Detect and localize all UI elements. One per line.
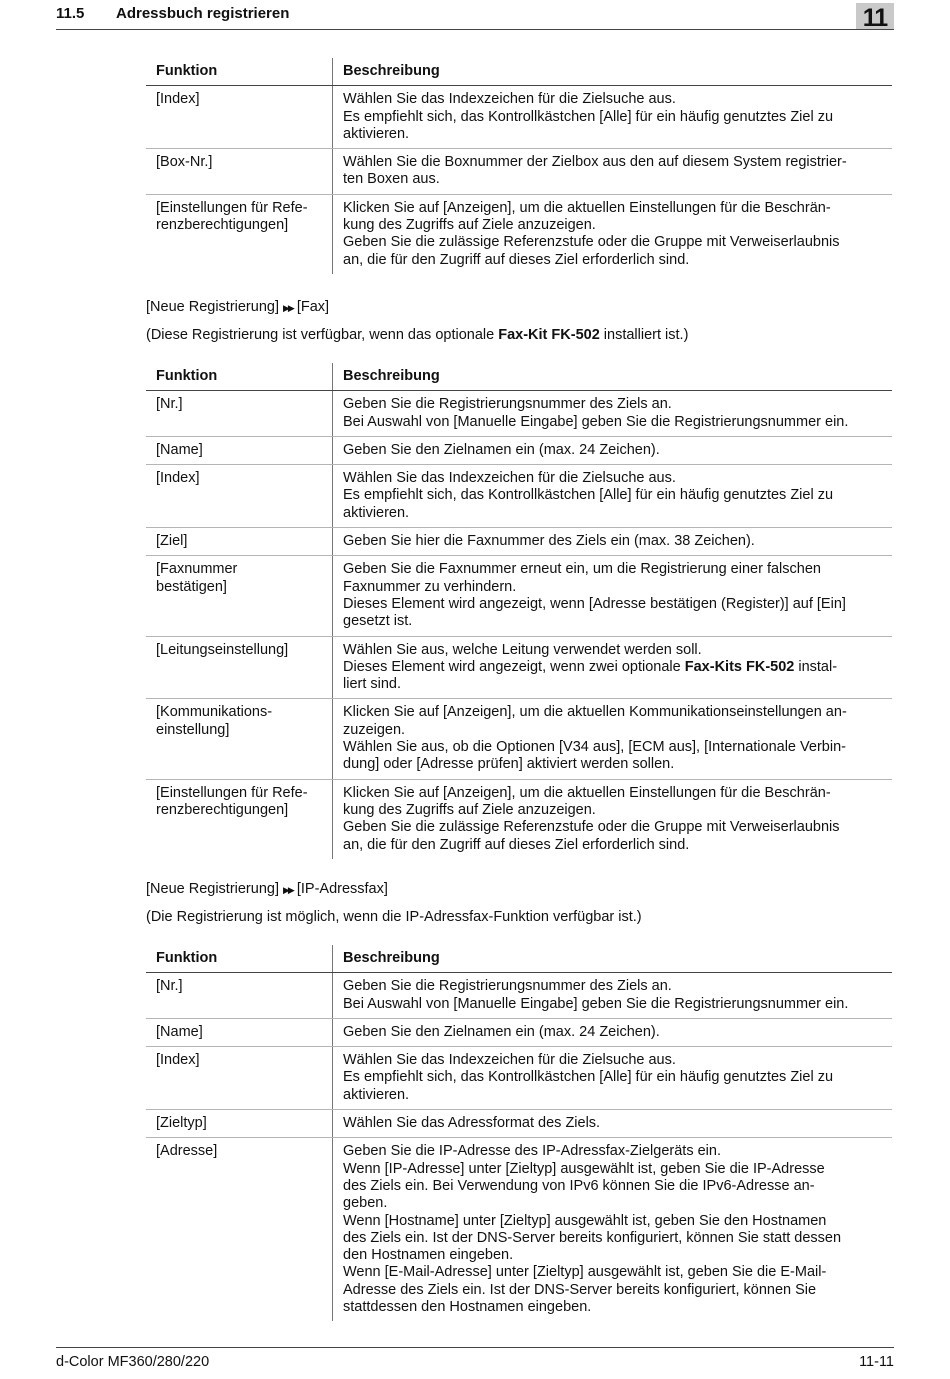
section-number: 11.5 xyxy=(56,5,85,22)
description-cell xyxy=(333,1110,893,1138)
table-row xyxy=(146,699,892,779)
function-cell xyxy=(146,1110,333,1138)
table-header-row xyxy=(146,58,892,86)
description-text: Wählen Sie aus, welche Leitung verwendet werden soll. xyxy=(343,641,702,658)
ip-fax-note: (Die Registrierung ist möglich, wenn die IP-Adressfax-Funktion verfügbar ist.) xyxy=(146,909,642,925)
function-cell xyxy=(146,636,333,699)
description-text: an, die für den Zugriff auf dieses Ziel erforderlich sind. xyxy=(343,251,690,268)
column-header-description: Beschreibung xyxy=(333,945,893,973)
table-row xyxy=(146,149,892,195)
function-cell xyxy=(146,1138,333,1321)
description-cell xyxy=(333,436,893,464)
column-header-function: Funktion xyxy=(146,58,333,86)
column-header-description: Beschreibung xyxy=(333,58,893,86)
description-cell xyxy=(333,1047,893,1110)
function-text: [Name] xyxy=(156,441,203,458)
table-row xyxy=(146,528,892,556)
chapter-badge: 11 xyxy=(856,3,894,29)
description-text: Wenn [E-Mail-Adresse] unter [Zieltyp] ausgewählt ist, geben Sie die E-Mail- xyxy=(343,1264,827,1281)
table-row xyxy=(146,973,892,1019)
description-text: Klicken Sie auf [Anzeigen], um die aktuellen Einstellungen für die Beschrän- xyxy=(343,784,831,801)
description-text: Geben Sie hier die Faxnummer des Ziels ein (max. 38 Zeichen). xyxy=(343,533,755,550)
function-text: [Index] xyxy=(156,1052,200,1069)
description-cell xyxy=(333,556,893,636)
table-row xyxy=(146,86,892,149)
description-text: Es empfiehlt sich, das Kontrollkästchen [Alle] für ein häufig genutztes Ziel zu xyxy=(343,1069,834,1086)
function-cell xyxy=(146,779,333,859)
description-text: aktivieren. xyxy=(343,125,410,142)
function-cell xyxy=(146,86,333,149)
description-text: Bei Auswahl von [Manuelle Eingabe] geben Sie die Registrierungsnummer ein. xyxy=(343,995,849,1012)
function-text: bestätigen] xyxy=(156,578,227,595)
description-cell xyxy=(333,699,893,779)
function-table-general xyxy=(146,58,892,274)
description-text: ten Boxen aus. xyxy=(343,171,440,188)
section-title: Adressbuch registrieren xyxy=(116,5,290,22)
description-text: Geben Sie die IP-Adresse des IP-Adressfax-Zielgeräts ein. xyxy=(343,1143,721,1160)
function-table-ip-fax xyxy=(146,945,892,1321)
function-text: [Box-Nr.] xyxy=(156,154,213,171)
description-text: Wählen Sie das Indexzeichen für die Zielsuche aus. xyxy=(343,470,676,487)
description-cell xyxy=(333,528,893,556)
function-cell xyxy=(146,699,333,779)
description-text: an, die für den Zugriff auf dieses Ziel erforderlich sind. xyxy=(343,836,690,853)
description-text: Klicken Sie auf [Anzeigen], um die aktuellen Einstellungen für die Beschrän- xyxy=(343,199,831,216)
function-cell xyxy=(146,194,333,274)
function-cell xyxy=(146,973,333,1019)
function-text: [Adresse] xyxy=(156,1143,218,1160)
table-header-row xyxy=(146,945,892,973)
description-text: des Ziels ein. Ist der DNS-Server bereits konfiguriert, können Sie statt dessen xyxy=(343,1229,842,1246)
description-text: Wählen Sie das Indexzeichen für die Zielsuche aus. xyxy=(343,91,676,108)
table-row xyxy=(146,465,892,528)
description-text: Wählen Sie das Indexzeichen für die Zielsuche aus. xyxy=(343,1052,676,1069)
function-text: [Einstellungen für Refe- xyxy=(156,784,308,801)
description-text: Geben Sie die Registrierungsnummer des Ziels an. xyxy=(343,978,672,995)
description-cell xyxy=(333,973,893,1019)
function-text: [Index] xyxy=(156,91,200,108)
table-row xyxy=(146,1018,892,1046)
description-text: Wählen Sie aus, ob die Optionen [V34 aus], [ECM aus], [Internationale Verbin- xyxy=(343,739,846,756)
table-row xyxy=(146,436,892,464)
function-cell xyxy=(146,1047,333,1110)
function-text: renzberechtigungen] xyxy=(156,801,289,818)
function-text: [Nr.] xyxy=(156,396,183,413)
description-cell xyxy=(333,779,893,859)
description-text: Klicken Sie auf [Anzeigen], um die aktuellen Kommunikationseinstellungen an- xyxy=(343,704,847,721)
description-text: Geben Sie die Registrierungsnummer des Ziels an. xyxy=(343,396,672,413)
function-text: [Nr.] xyxy=(156,978,183,995)
table-row xyxy=(146,1110,892,1138)
description-text: kung des Zugriffs auf Ziele anzuzeigen. xyxy=(343,217,596,234)
function-cell xyxy=(146,528,333,556)
function-text: [Ziel] xyxy=(156,533,188,550)
description-cell xyxy=(333,194,893,274)
description-text: Geben Sie den Zielnamen ein (max. 24 Zeichen). xyxy=(343,1023,660,1040)
description-text: Wählen Sie die Boxnummer der Zielbox aus den auf diesem System registrier- xyxy=(343,154,847,171)
description-text: geben. xyxy=(343,1195,388,1212)
page-header xyxy=(56,0,894,30)
description-text: Es empfiehlt sich, das Kontrollkästchen [Alle] für ein häufig genutztes Ziel zu xyxy=(343,487,834,504)
table-header-row xyxy=(146,363,892,391)
description-text: des Ziels ein. Bei Verwendung von IPv6 können Sie die IPv6-Adresse an- xyxy=(343,1177,815,1194)
function-cell xyxy=(146,391,333,437)
description-text: Es empfiehlt sich, das Kontrollkästchen [Alle] für ein häufig genutztes Ziel zu xyxy=(343,108,834,125)
description-cell xyxy=(333,391,893,437)
description-cell xyxy=(333,1138,893,1321)
function-text: [Einstellungen für Refe- xyxy=(156,199,308,216)
table-row xyxy=(146,1138,892,1321)
function-text: einstellung] xyxy=(156,721,230,738)
description-text: Geben Sie den Zielnamen ein (max. 24 Zeichen). xyxy=(343,441,660,458)
description-cell xyxy=(333,1018,893,1046)
description-cell xyxy=(333,636,893,699)
description-text: kung des Zugriffs auf Ziele anzuzeigen. xyxy=(343,801,596,818)
function-cell xyxy=(146,465,333,528)
page-number: 11-11 xyxy=(859,1354,894,1370)
double-arrow-icon: ▶▶ xyxy=(283,303,293,313)
function-text: [Kommunikations- xyxy=(156,704,273,721)
function-table-fax xyxy=(146,363,892,859)
function-text: [Faxnummer xyxy=(156,561,238,578)
description-text: Dieses Element wird angezeigt, wenn zwei optionale Fax-Kits FK-502 instal- xyxy=(343,658,838,675)
description-text: Wählen Sie das Adressformat des Ziels. xyxy=(343,1115,601,1132)
description-text: Geben Sie die Faxnummer erneut ein, um die Registrierung einer falschen xyxy=(343,561,821,578)
description-text: aktivieren. xyxy=(343,504,410,521)
function-cell xyxy=(146,1018,333,1046)
description-text: Wenn [Hostname] unter [Zieltyp] ausgewählt ist, geben Sie den Hostnamen xyxy=(343,1212,827,1229)
description-cell xyxy=(333,149,893,195)
description-text: aktivieren. xyxy=(343,1086,410,1103)
description-text: zuzeigen. xyxy=(343,721,406,738)
function-text: [Name] xyxy=(156,1023,203,1040)
column-header-function: Funktion xyxy=(146,945,333,973)
fax-note: (Diese Registrierung ist verfügbar, wenn das optionale Fax-Kit FK-502 installiert ist.) xyxy=(146,327,689,343)
description-text: Geben Sie die zulässige Referenzstufe oder die Gruppe mit Verweiserlaubnis xyxy=(343,234,840,251)
function-text: [Index] xyxy=(156,470,200,487)
table-row xyxy=(146,391,892,437)
table-row xyxy=(146,779,892,859)
fax-path: [Neue Registrierung] ▶▶ [Fax] xyxy=(146,299,330,315)
function-text: renzberechtigungen] xyxy=(156,217,289,234)
description-text: Wenn [IP-Adresse] unter [Zieltyp] ausgewählt ist, geben Sie die IP-Adresse xyxy=(343,1160,825,1177)
description-text: stattdessen den Hostnamen eingeben. xyxy=(343,1299,592,1316)
function-text: [Zieltyp] xyxy=(156,1115,207,1132)
double-arrow-icon: ▶▶ xyxy=(283,885,293,895)
table-row xyxy=(146,556,892,636)
description-text: Adresse des Ziels ein. Ist der DNS-Server bereits konfiguriert, können Sie xyxy=(343,1281,817,1298)
description-text: Faxnummer zu verhindern. xyxy=(343,578,517,595)
description-cell xyxy=(333,86,893,149)
description-text: Dieses Element wird angezeigt, wenn [Adresse bestätigen (Register)] auf [Ein] xyxy=(343,595,846,612)
function-cell xyxy=(146,556,333,636)
function-cell xyxy=(146,149,333,195)
description-text: Geben Sie die zulässige Referenzstufe oder die Gruppe mit Verweiserlaubnis xyxy=(343,819,840,836)
description-text: Bei Auswahl von [Manuelle Eingabe] geben Sie die Registrierungsnummer ein. xyxy=(343,413,849,430)
table-row xyxy=(146,1047,892,1110)
table-row xyxy=(146,636,892,699)
function-text: [Leitungseinstellung] xyxy=(156,641,289,658)
description-text: dung] oder [Adresse prüfen] aktiviert werden sollen. xyxy=(343,756,675,773)
description-text: gesetzt ist. xyxy=(343,613,413,630)
ip-fax-path: [Neue Registrierung] ▶▶ [IP-Adressfax] xyxy=(146,881,388,897)
page-footer xyxy=(56,1347,894,1370)
product-name: d-Color MF360/280/220 xyxy=(56,1354,210,1370)
description-cell xyxy=(333,465,893,528)
column-header-function: Funktion xyxy=(146,363,333,391)
description-text: den Hostnamen eingeben. xyxy=(343,1247,514,1264)
function-cell xyxy=(146,436,333,464)
table-row xyxy=(146,194,892,274)
column-header-description: Beschreibung xyxy=(333,363,893,391)
description-text: liert sind. xyxy=(343,676,402,693)
